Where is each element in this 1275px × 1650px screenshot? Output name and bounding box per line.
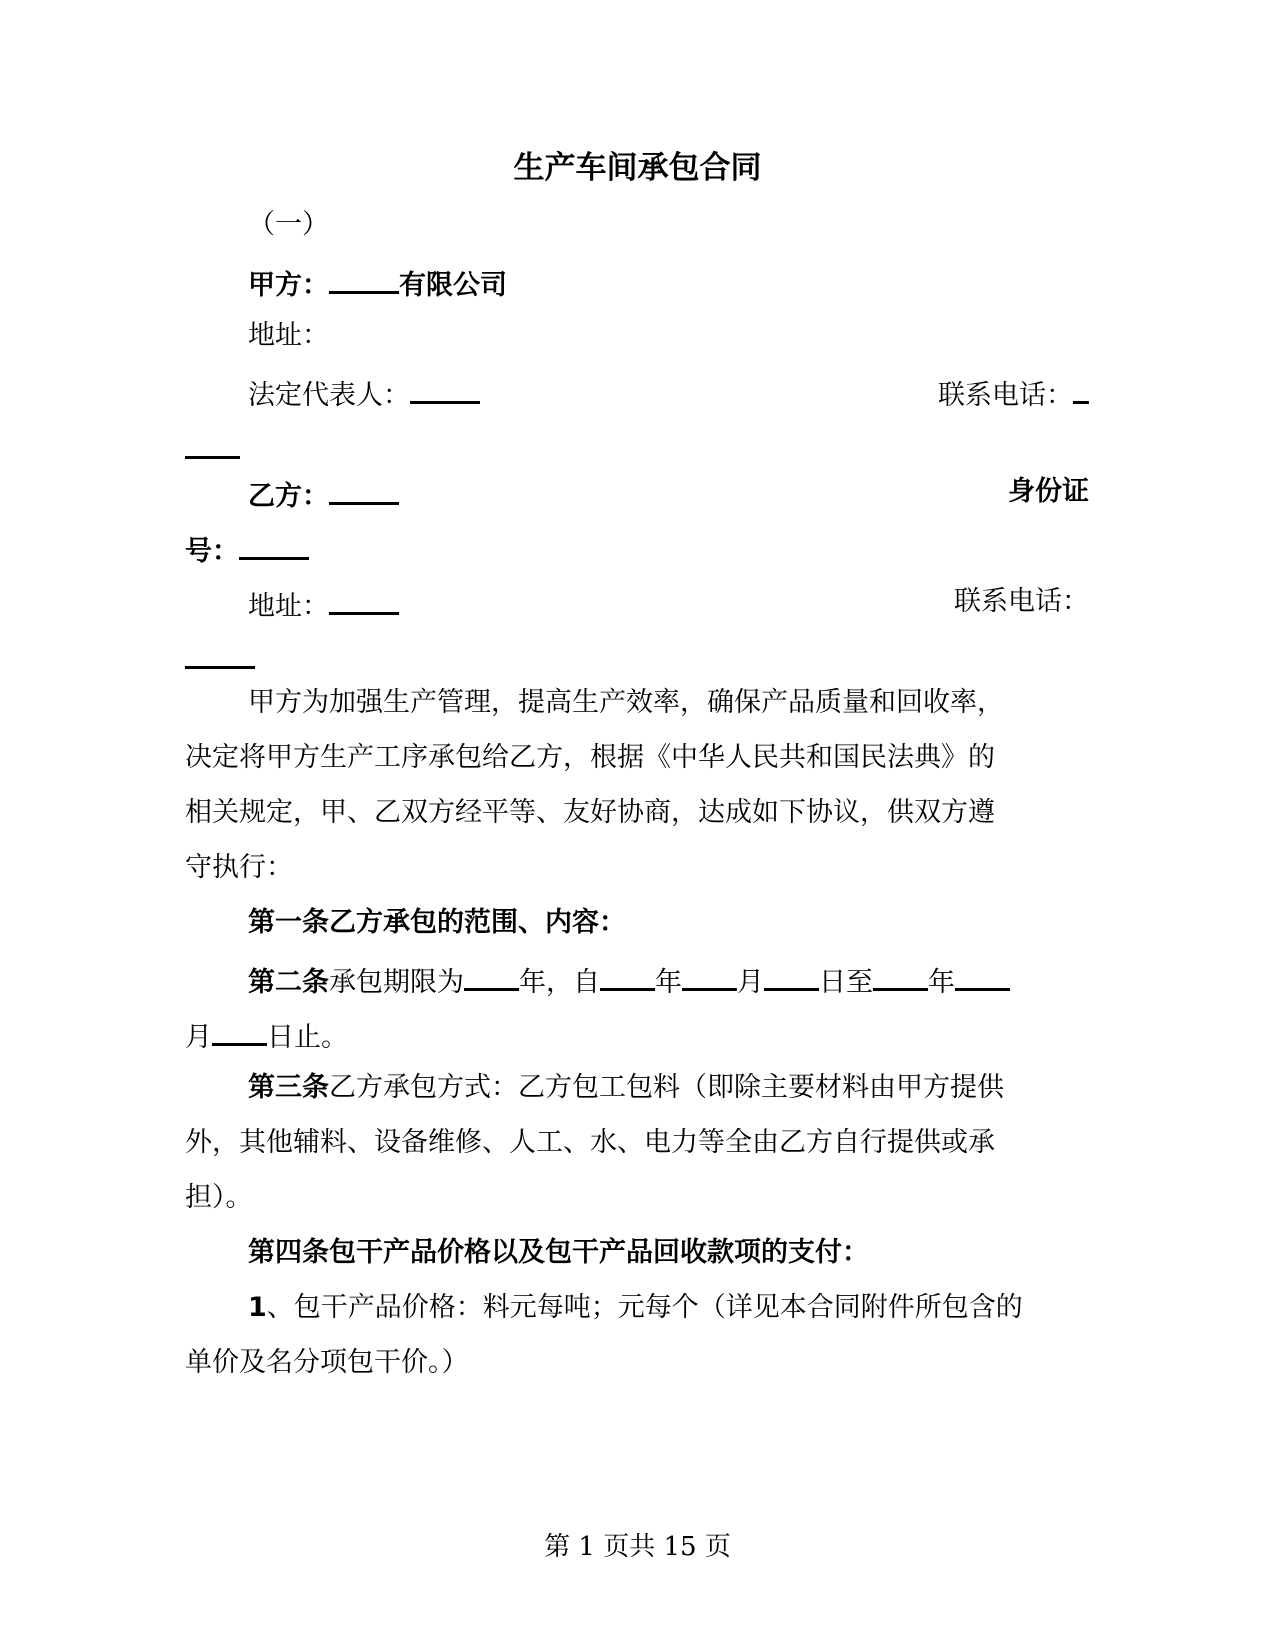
party-a-phone bbox=[938, 371, 1089, 416]
blank-field bbox=[764, 958, 819, 991]
month-label: 月 bbox=[185, 1022, 212, 1053]
day-end-label: 日止。 bbox=[267, 1022, 348, 1053]
blank-field bbox=[329, 472, 399, 505]
preamble-line-4: 守执行： bbox=[185, 852, 293, 883]
item-1-line-1 bbox=[248, 1288, 1089, 1328]
party-b-id-label-1: 身份证 bbox=[1008, 476, 1089, 507]
party-a-company-suffix: 有限公司 bbox=[399, 270, 507, 301]
article-3-line-3: 担）。 bbox=[185, 1182, 253, 1213]
blank-field bbox=[239, 527, 309, 560]
page-footer: 第 1 页共 15 页 bbox=[544, 1532, 731, 1562]
blank-field bbox=[682, 958, 737, 991]
legal-rep-label: 法定代表人： bbox=[248, 380, 410, 411]
article-2-heading: 第二条 bbox=[248, 967, 329, 998]
article-4: 第四条包干产品价格以及包干产品回收款项的支付： bbox=[248, 1237, 869, 1268]
blank-field bbox=[1073, 371, 1089, 404]
article-2-line-1 bbox=[248, 958, 1089, 1003]
from-label: ，自 bbox=[546, 967, 600, 998]
blank-continuation bbox=[185, 426, 1089, 471]
blank-field bbox=[329, 582, 399, 615]
party-a-address: 地址： bbox=[248, 320, 329, 351]
party-a-label: 甲方： bbox=[248, 270, 329, 301]
article-3-heading: 第三条 bbox=[248, 1072, 329, 1103]
party-b-phone: 联系电话： bbox=[954, 586, 1089, 617]
item-1-line-2: 单价及名分项包干价。） bbox=[185, 1347, 469, 1378]
blank-field bbox=[410, 371, 480, 404]
document-title: 生产车间承包合同 bbox=[513, 150, 762, 186]
preamble-line-2: 决定将甲方生产工序承包给乙方，根据《中华人民共和国民法典》的 bbox=[185, 742, 995, 773]
blank-field bbox=[329, 261, 399, 294]
article-3-line-2: 外，其他辅料、设备维修、人工、水、电力等全由乙方自行提供或承 bbox=[185, 1127, 995, 1158]
article-2-text: 承包期限为 bbox=[329, 967, 464, 998]
blank-field bbox=[600, 958, 655, 991]
party-a-line bbox=[248, 261, 1089, 306]
year-label: 年 bbox=[519, 967, 546, 998]
phone-label: 联系电话： bbox=[938, 380, 1073, 411]
item-1-text: 、包干产品价格：料元每吨；元每个（详见本合同附件所包含的 bbox=[266, 1292, 1023, 1323]
article-1: 第一条乙方承包的范围、内容： bbox=[248, 907, 626, 938]
blank-continuation bbox=[185, 636, 1089, 681]
section-number: （一） bbox=[248, 209, 329, 240]
blank-field bbox=[464, 958, 519, 991]
month-label: 月 bbox=[737, 967, 764, 998]
article-3-line-1 bbox=[248, 1068, 1089, 1108]
year-label: 年 bbox=[928, 967, 955, 998]
party-b-address-line bbox=[248, 582, 1089, 627]
article-3-text: 乙方承包方式：乙方包工包料（即除主要材料由甲方提供 bbox=[329, 1072, 1004, 1103]
blank-field bbox=[212, 1013, 267, 1046]
year-label: 年 bbox=[655, 967, 682, 998]
party-b-label: 乙方： bbox=[248, 481, 329, 512]
blank-field bbox=[185, 636, 255, 669]
party-b-line bbox=[248, 472, 1089, 517]
party-b-address-label: 地址： bbox=[248, 591, 329, 622]
party-a-rep-line bbox=[248, 371, 1089, 416]
day-to-label: 日至 bbox=[819, 967, 873, 998]
blank-field bbox=[185, 426, 240, 459]
item-1-number: 1 bbox=[248, 1292, 267, 1323]
party-b-id-line bbox=[185, 527, 1089, 572]
preamble-line-3: 相关规定，甲、乙双方经平等、友好协商，达成如下协议，供双方遵 bbox=[185, 797, 995, 828]
article-2-line-2 bbox=[185, 1013, 1089, 1058]
blank-field bbox=[955, 958, 1010, 991]
preamble-line-1: 甲方为加强生产管理，提高生产效率，确保产品质量和回收率， bbox=[248, 687, 1004, 718]
party-b-id-label-2: 号： bbox=[185, 536, 239, 567]
blank-field bbox=[873, 958, 928, 991]
